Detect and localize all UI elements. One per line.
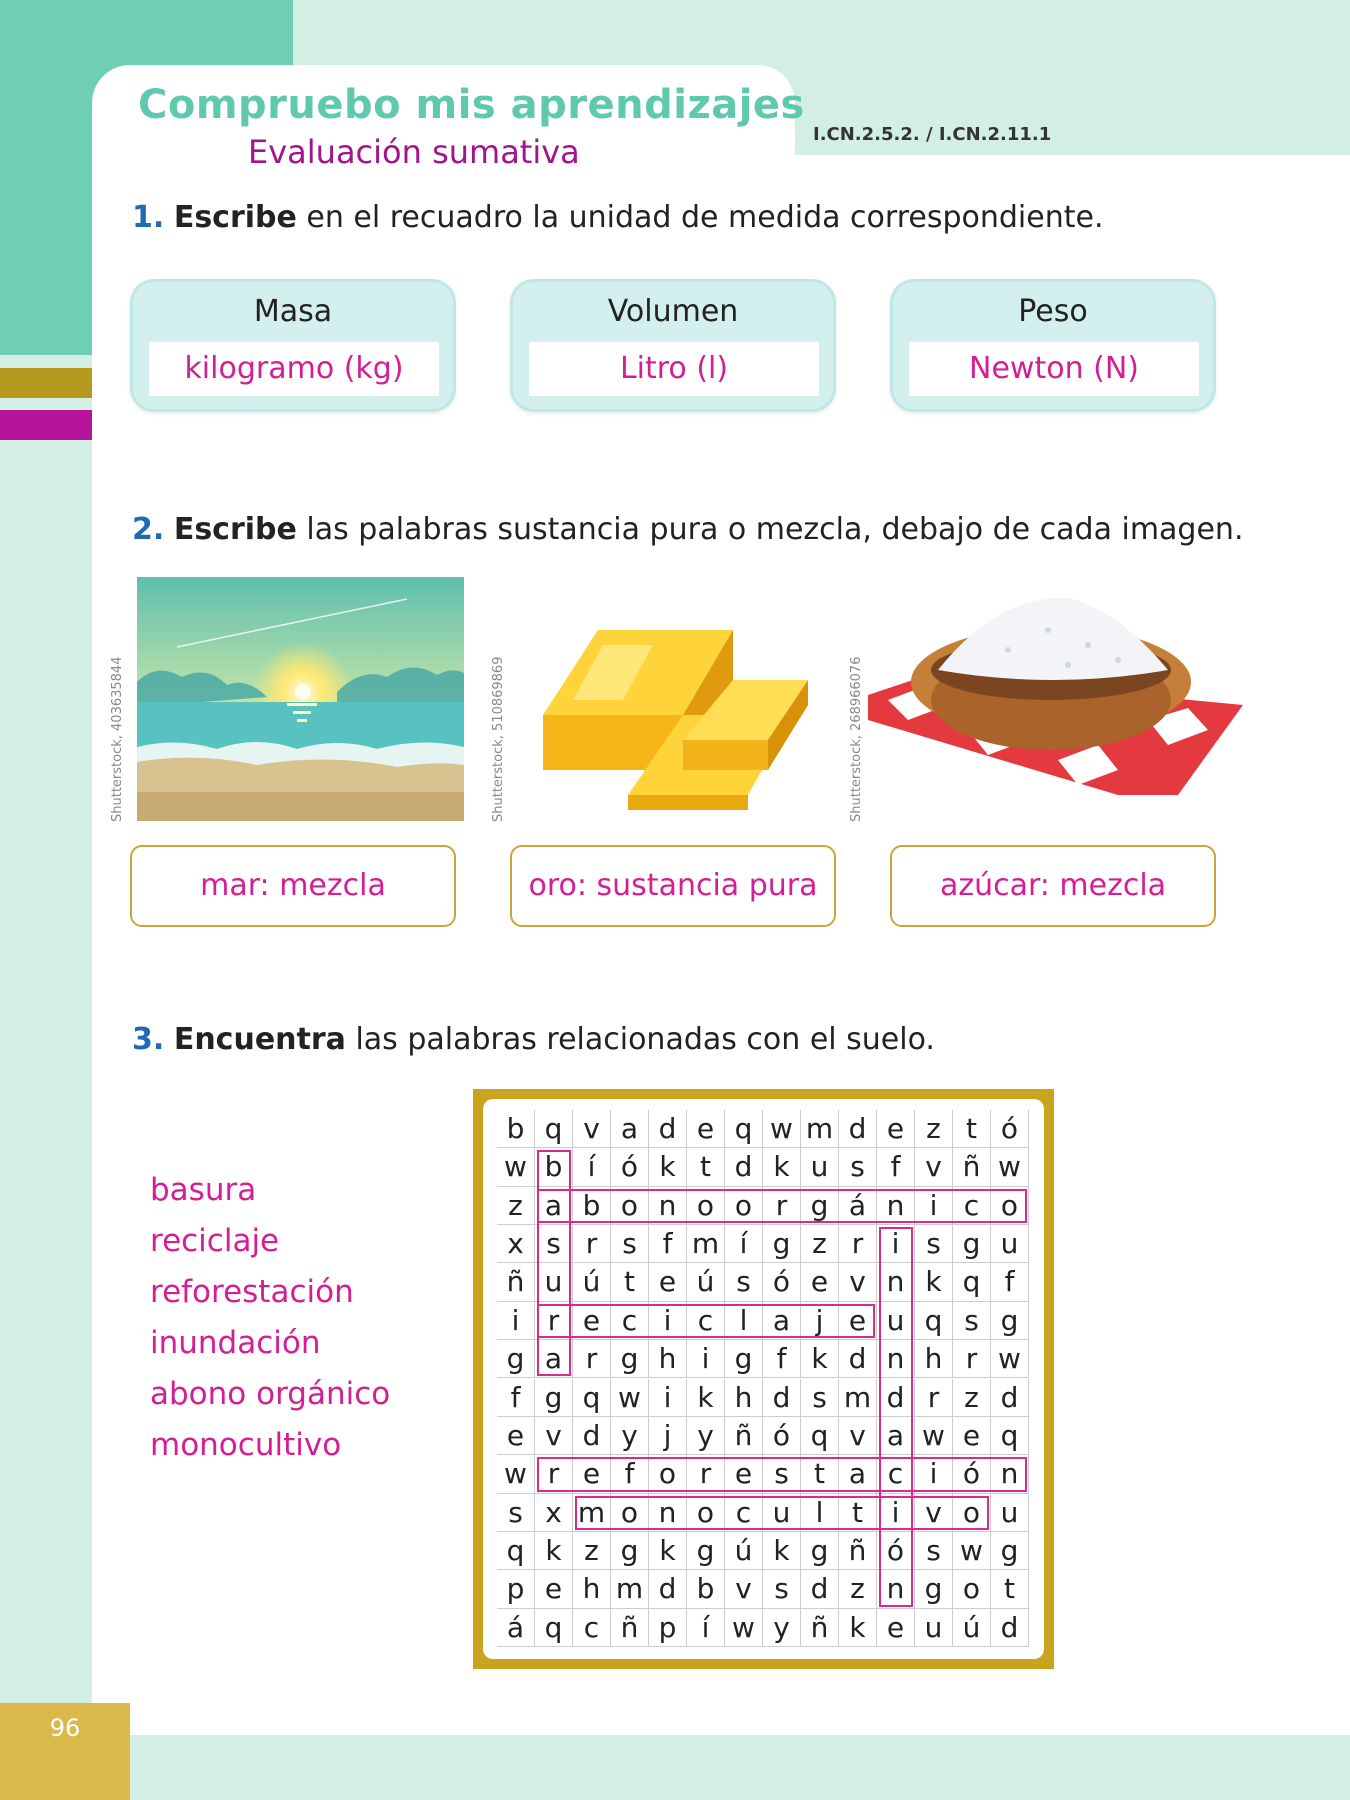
grid-cell[interactable]: u [535, 1263, 573, 1301]
found-word-highlight [537, 1457, 1027, 1491]
grid-cell[interactable]: s [915, 1532, 953, 1570]
grid-cell[interactable]: k [649, 1148, 687, 1186]
grid-cell[interactable]: s [535, 1225, 573, 1263]
question-number: 2. [132, 512, 165, 547]
grid-cell[interactable]: y [763, 1609, 801, 1647]
grid-cell[interactable]: s [801, 1379, 839, 1417]
grid-cell[interactable]: i [649, 1379, 687, 1417]
image-credit: Shutterstock, 268966076 [849, 656, 864, 822]
grid-cell[interactable]: g [535, 1379, 573, 1417]
grid-cell[interactable]: v [915, 1494, 953, 1532]
grid-cell[interactable]: t [687, 1148, 725, 1186]
grid-cell[interactable]: n [877, 1340, 915, 1378]
grid-cell[interactable]: z [915, 1110, 953, 1148]
grid-cell[interactable]: á [497, 1609, 535, 1647]
grid-cell[interactable]: d [649, 1110, 687, 1148]
grid-cell[interactable]: a [535, 1187, 573, 1225]
grid-cell[interactable]: a [839, 1455, 877, 1493]
question-text: las palabras relacionadas con el suelo. [345, 1022, 935, 1057]
grid-cell[interactable]: j [801, 1302, 839, 1340]
grid-cell[interactable]: s [497, 1494, 535, 1532]
grid-cell[interactable]: d [991, 1379, 1029, 1417]
grid-cell[interactable]: g [953, 1225, 991, 1263]
grid-cell[interactable]: q [535, 1609, 573, 1647]
grid-cell[interactable]: e [839, 1302, 877, 1340]
grid-cell[interactable]: b [497, 1110, 535, 1148]
grid-cell[interactable]: s [763, 1455, 801, 1493]
gold-bars-image [533, 620, 833, 810]
grid-cell[interactable]: t [611, 1263, 649, 1301]
grid-cell[interactable]: w [953, 1532, 991, 1570]
grid-cell[interactable]: ó [763, 1417, 801, 1455]
grid-cell[interactable]: g [991, 1302, 1029, 1340]
grid-cell[interactable]: u [991, 1494, 1029, 1532]
grid-cell[interactable]: u [763, 1494, 801, 1532]
grid-cell[interactable]: ñ [839, 1532, 877, 1570]
page-number: 96 [49, 1714, 81, 1742]
grid-cell[interactable]: r [573, 1225, 611, 1263]
question-verb: Escribe [173, 200, 297, 235]
grid-cell[interactable]: v [839, 1263, 877, 1301]
grid-cell[interactable]: e [877, 1609, 915, 1647]
grid-cell[interactable]: a [763, 1302, 801, 1340]
answer-box-azucar[interactable]: azúcar: mezcla [890, 845, 1216, 927]
grid-cell[interactable]: e [535, 1570, 573, 1608]
grid-cell[interactable]: v [535, 1417, 573, 1455]
grid-cell[interactable]: ñ [801, 1609, 839, 1647]
grid-cell[interactable]: h [573, 1570, 611, 1608]
grid-cell[interactable]: q [915, 1302, 953, 1340]
grid-cell[interactable]: s [611, 1225, 649, 1263]
grid-cell[interactable]: q [953, 1263, 991, 1301]
question-verb: Encuentra [173, 1022, 346, 1057]
grid-cell[interactable]: d [763, 1379, 801, 1417]
grid-cell[interactable]: k [535, 1532, 573, 1570]
grid-cell[interactable]: g [801, 1532, 839, 1570]
grid-cell[interactable]: e [497, 1417, 535, 1455]
word-item: reciclaje [150, 1223, 280, 1259]
grid-cell[interactable]: n [877, 1263, 915, 1301]
grid-cell[interactable]: w [991, 1340, 1029, 1378]
answer-box-mar[interactable]: mar: mezcla [130, 845, 456, 927]
grid-cell[interactable]: u [991, 1225, 1029, 1263]
grid-cell[interactable]: f [763, 1340, 801, 1378]
grid-cell[interactable]: k [763, 1532, 801, 1570]
grid-cell[interactable]: e [953, 1417, 991, 1455]
grid-cell[interactable]: v [915, 1148, 953, 1186]
grid-cell[interactable]: w [725, 1609, 763, 1647]
found-word-highlight [537, 1189, 1027, 1223]
grid-cell[interactable]: w [991, 1148, 1029, 1186]
grid-cell[interactable]: k [763, 1148, 801, 1186]
grid-cell[interactable]: m [611, 1570, 649, 1608]
grid-cell[interactable]: v [573, 1110, 611, 1148]
unit-card-volumen [510, 279, 836, 412]
grid-cell[interactable]: i [497, 1302, 535, 1340]
grid-cell[interactable]: o [611, 1187, 649, 1225]
grid-cell[interactable]: g [725, 1340, 763, 1378]
grid-cell[interactable]: n [877, 1187, 915, 1225]
grid-cell[interactable]: s [915, 1225, 953, 1263]
grid-cell[interactable]: u [877, 1302, 915, 1340]
found-word-highlight [879, 1227, 913, 1607]
grid-cell[interactable]: h [915, 1340, 953, 1378]
grid-cell[interactable]: z [497, 1187, 535, 1225]
grid-cell[interactable]: ó [953, 1455, 991, 1493]
grid-cell[interactable]: c [877, 1455, 915, 1493]
grid-cell[interactable]: z [839, 1570, 877, 1608]
grid-cell[interactable]: d [725, 1148, 763, 1186]
grid-cell[interactable]: e [573, 1302, 611, 1340]
grid-cell[interactable]: f [649, 1225, 687, 1263]
page-title: Compruebo mis aprendizajes [138, 82, 805, 128]
grid-cell[interactable]: w [763, 1110, 801, 1148]
grid-cell[interactable]: k [915, 1263, 953, 1301]
question-number: 1. [132, 200, 165, 235]
grid-cell[interactable]: m [801, 1110, 839, 1148]
found-word-highlight [537, 1304, 875, 1338]
grid-cell[interactable]: w [497, 1148, 535, 1186]
grid-cell[interactable]: y [611, 1417, 649, 1455]
question-text: en el recuadro la unidad de medida correspondiente. [296, 200, 1104, 235]
grid-cell[interactable]: x [497, 1225, 535, 1263]
grid-cell[interactable]: o [953, 1494, 991, 1532]
grid-cell[interactable]: k [649, 1532, 687, 1570]
word-list [150, 1165, 390, 1471]
grid-cell[interactable]: a [535, 1340, 573, 1378]
question-verb: Escribe [173, 512, 297, 547]
word-item: monocultivo [150, 1427, 342, 1463]
grid-cell[interactable]: q [535, 1110, 573, 1148]
grid-cell[interactable]: e [877, 1110, 915, 1148]
grid-cell[interactable]: d [839, 1110, 877, 1148]
grid-cell[interactable]: ó [763, 1263, 801, 1301]
grid-cell[interactable]: í [687, 1609, 725, 1647]
grid-cell[interactable]: i [877, 1494, 915, 1532]
question-number: 3. [132, 1022, 165, 1057]
grid-cell[interactable]: o [649, 1455, 687, 1493]
grid-cell[interactable]: g [763, 1225, 801, 1263]
word-item: abono orgánico [150, 1376, 391, 1412]
grid-cell[interactable]: ó [991, 1110, 1029, 1148]
grid-cell[interactable]: f [611, 1455, 649, 1493]
grid-cell[interactable]: l [801, 1494, 839, 1532]
found-word-highlight [575, 1496, 989, 1530]
grid-cell[interactable]: m [839, 1379, 877, 1417]
grid-cell[interactable]: g [801, 1187, 839, 1225]
grid-cell[interactable]: d [573, 1417, 611, 1455]
grid-cell[interactable]: l [725, 1302, 763, 1340]
grid-cell[interactable]: í [725, 1225, 763, 1263]
grid-cell[interactable]: á [839, 1187, 877, 1225]
grid-cell[interactable]: k [801, 1340, 839, 1378]
unit-card-peso [890, 279, 1216, 412]
grid-cell[interactable]: b [687, 1570, 725, 1608]
grid-cell[interactable]: ñ [497, 1263, 535, 1301]
grid-cell[interactable]: d [801, 1570, 839, 1608]
grid-cell[interactable]: c [725, 1494, 763, 1532]
unit-label: Masa [253, 294, 333, 329]
grid-cell[interactable]: ñ [611, 1609, 649, 1647]
grid-cell[interactable]: ñ [725, 1417, 763, 1455]
grid-cell[interactable]: r [915, 1379, 953, 1417]
grid-cell[interactable]: ú [687, 1263, 725, 1301]
unit-label: Peso [1018, 294, 1088, 329]
grid-cell[interactable]: i [687, 1340, 725, 1378]
grid-cell[interactable]: d [649, 1570, 687, 1608]
footer-band [0, 1735, 1350, 1800]
grid-cell[interactable]: n [991, 1455, 1029, 1493]
grid-cell[interactable]: c [611, 1302, 649, 1340]
grid-cell[interactable]: c [573, 1609, 611, 1647]
image-credit: Shutterstock, 510869869 [491, 656, 506, 822]
grid-cell[interactable]: s [953, 1302, 991, 1340]
grid-cell[interactable]: s [839, 1148, 877, 1186]
grid-cell[interactable]: v [839, 1417, 877, 1455]
answer-box-oro[interactable]: oro: sustancia pura [510, 845, 836, 927]
grid-cell[interactable]: y [687, 1417, 725, 1455]
grid-cell[interactable]: e [687, 1110, 725, 1148]
word-item: inundación [150, 1325, 321, 1361]
grid-cell[interactable]: h [725, 1379, 763, 1417]
magenta-stripe [0, 410, 92, 440]
grid-cell[interactable]: t [991, 1570, 1029, 1608]
grid-cell[interactable]: v [725, 1570, 763, 1608]
sea-sunset-image [137, 577, 464, 821]
grid-cell[interactable]: r [953, 1340, 991, 1378]
grid-cell[interactable]: q [497, 1532, 535, 1570]
grid-cell[interactable]: r [839, 1225, 877, 1263]
grid-cell[interactable]: d [991, 1609, 1029, 1647]
grid-cell[interactable]: q [991, 1417, 1029, 1455]
grid-cell[interactable]: r [535, 1302, 573, 1340]
unit-answer-field[interactable]: kilogramo (kg) [149, 342, 439, 396]
grid-cell[interactable]: f [991, 1263, 1029, 1301]
grid-cell[interactable]: c [953, 1187, 991, 1225]
grid-cell[interactable]: g [497, 1340, 535, 1378]
grid-cell[interactable]: z [801, 1225, 839, 1263]
grid-cell[interactable]: g [611, 1532, 649, 1570]
grid-cell[interactable]: e [801, 1263, 839, 1301]
grid-cell[interactable]: q [801, 1417, 839, 1455]
grid-cell[interactable]: ó [877, 1532, 915, 1570]
grid-cell[interactable]: w [915, 1417, 953, 1455]
grid-cell[interactable]: z [953, 1379, 991, 1417]
grid-cell[interactable]: f [497, 1379, 535, 1417]
grid-cell[interactable]: o [611, 1494, 649, 1532]
grid-cell[interactable]: ú [953, 1609, 991, 1647]
salt-bowl-image [868, 590, 1243, 800]
grid-cell[interactable]: i [915, 1187, 953, 1225]
grid-cell[interactable]: t [839, 1494, 877, 1532]
grid-cell[interactable]: n [649, 1494, 687, 1532]
grid-cell[interactable]: n [649, 1187, 687, 1225]
word-search-grid [497, 1110, 1029, 1647]
unit-label: Volumen [607, 294, 739, 329]
grid-cell[interactable]: r [573, 1340, 611, 1378]
grid-cell[interactable]: g [611, 1340, 649, 1378]
grid-cell[interactable]: q [573, 1379, 611, 1417]
grid-cell[interactable]: e [649, 1263, 687, 1301]
question-text: las palabras sustancia pura o mezcla, debajo de cada imagen. [296, 512, 1244, 547]
found-word-highlight [537, 1150, 571, 1376]
grid-cell[interactable]: q [725, 1110, 763, 1148]
word-item: reforestación [150, 1274, 354, 1310]
grid-cell[interactable]: m [573, 1494, 611, 1532]
grid-cell[interactable]: u [915, 1609, 953, 1647]
grid-cell[interactable]: t [953, 1110, 991, 1148]
grid-cell[interactable]: x [535, 1494, 573, 1532]
grid-cell[interactable]: a [611, 1110, 649, 1148]
question-1 [132, 200, 1104, 235]
grid-cell[interactable]: s [725, 1263, 763, 1301]
grid-cell[interactable]: r [763, 1187, 801, 1225]
grid-cell[interactable]: t [801, 1455, 839, 1493]
grid-cell[interactable]: ú [573, 1263, 611, 1301]
grid-cell[interactable]: k [839, 1609, 877, 1647]
grid-cell[interactable]: o [687, 1187, 725, 1225]
grid-cell[interactable]: p [497, 1570, 535, 1608]
grid-cell[interactable]: d [877, 1379, 915, 1417]
grid-cell[interactable]: f [877, 1148, 915, 1186]
grid-cell[interactable]: n [877, 1570, 915, 1608]
curriculum-code: I.CN.2.5.2. / I.CN.2.11.1 [813, 124, 1052, 145]
grid-cell[interactable]: r [535, 1455, 573, 1493]
grid-cell[interactable]: i [877, 1225, 915, 1263]
grid-cell[interactable]: o [725, 1187, 763, 1225]
grid-cell[interactable]: ó [611, 1148, 649, 1186]
grid-cell[interactable]: i [915, 1455, 953, 1493]
question-3 [132, 1022, 935, 1057]
grid-cell[interactable]: k [687, 1379, 725, 1417]
unit-card-masa [130, 279, 456, 412]
grid-cell[interactable]: w [497, 1455, 535, 1493]
grid-cell[interactable]: b [573, 1187, 611, 1225]
grid-cell[interactable]: z [573, 1532, 611, 1570]
unit-answer-field[interactable]: Newton (N) [909, 342, 1199, 396]
grid-cell[interactable]: s [763, 1570, 801, 1608]
olive-stripe [0, 368, 92, 398]
image-credit: Shutterstock, 403635844 [110, 656, 125, 822]
grid-cell[interactable]: m [687, 1225, 725, 1263]
grid-cell[interactable]: o [991, 1187, 1029, 1225]
grid-cell[interactable]: ñ [953, 1148, 991, 1186]
grid-cell[interactable]: u [801, 1148, 839, 1186]
grid-cell[interactable]: p [649, 1609, 687, 1647]
grid-cell[interactable]: b [535, 1148, 573, 1186]
grid-cell[interactable]: i [649, 1302, 687, 1340]
grid-cell[interactable]: g [687, 1532, 725, 1570]
grid-cell[interactable]: c [687, 1302, 725, 1340]
page-subtitle: Evaluación sumativa [248, 133, 580, 171]
word-item: basura [150, 1172, 257, 1208]
grid-cell[interactable]: w [611, 1379, 649, 1417]
grid-cell[interactable]: í [573, 1148, 611, 1186]
grid-cell[interactable]: e [725, 1455, 763, 1493]
grid-cell[interactable]: h [649, 1340, 687, 1378]
grid-cell[interactable]: a [877, 1417, 915, 1455]
unit-answer-field[interactable]: Litro (l) [529, 342, 819, 396]
grid-cell[interactable]: o [953, 1570, 991, 1608]
grid-cell[interactable]: g [915, 1570, 953, 1608]
grid-cell[interactable]: d [839, 1340, 877, 1378]
grid-cell[interactable]: o [687, 1494, 725, 1532]
grid-cell[interactable]: e [573, 1455, 611, 1493]
grid-cell[interactable]: ú [725, 1532, 763, 1570]
grid-cell[interactable]: r [687, 1455, 725, 1493]
question-2 [132, 512, 1244, 547]
grid-cell[interactable]: j [649, 1417, 687, 1455]
grid-cell[interactable]: g [991, 1532, 1029, 1570]
